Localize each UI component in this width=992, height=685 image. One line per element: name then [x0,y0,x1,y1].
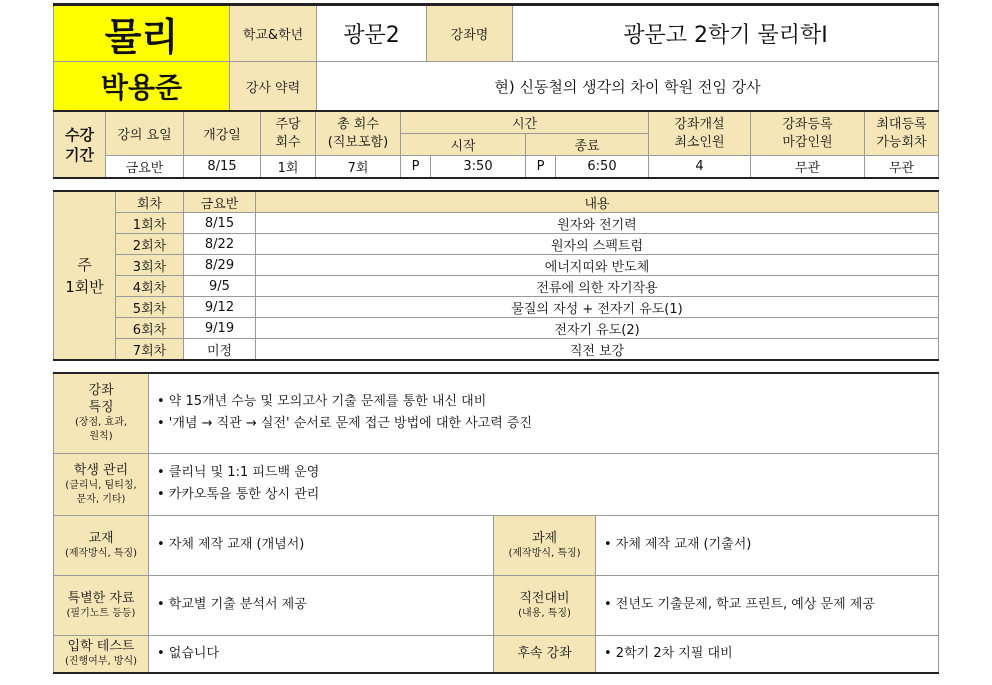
content-cell: 전류에 의한 자기작용 [256,276,939,297]
features-content [149,373,939,453]
max-sessions-header: 최대등록 가능회차 [865,111,939,156]
bio-value: 현) 신동철의 생각의 차이 학원 전임 강사 [317,62,939,112]
textbook-label [54,515,149,575]
reg-close-value: 무관 [751,156,865,179]
followup-title: 후속 강좌 [517,646,572,662]
content-cell: 전자기 유도(2) [256,318,939,339]
materials-content: • 학교별 기출 분석서 제공 [149,575,494,635]
homework-sub: (제작방식, 특징) [508,547,581,559]
management-label [54,453,149,515]
management-sub: (클리닉, 팀티칭, 문자, 기타) [65,479,137,505]
day-header: 강의 요일 [106,111,184,156]
materials-label [54,575,149,635]
table-row [54,234,939,255]
textbook-title: 교재 [88,530,114,546]
school-grade-label: 학교&학년 [230,5,317,62]
textbook-sub: (제작방식, 특징) [64,547,138,559]
end-time: 6:50 [556,156,649,179]
table-row [54,297,939,318]
round-cell: 7회차 [116,339,184,361]
total-header: 총 회수 (직보포함) [316,111,401,156]
features-title-2: 특징 [88,400,114,416]
start-header: 시작 [401,134,526,156]
day-col-header: 금요반 [184,191,256,213]
period-label: 수강 기간 [54,111,106,178]
min-open-value: 4 [649,156,751,179]
max-sessions-value: 무관 [865,156,939,179]
homework-content: • 자체 제작 교재 (기출서) [596,515,939,575]
table-row [54,255,939,276]
management-title: 학생 관리 [73,462,129,478]
round-cell: 1회차 [116,213,184,234]
content-header: 내용 [256,191,939,213]
round-cell: 4회차 [116,276,184,297]
test-title: 입학 테스트 [67,639,135,655]
prep-sub: (내용, 특징) [518,607,571,619]
homework-label [494,515,596,575]
textbook-content: • 자체 제작 교재 (개념서) [149,515,494,575]
bio-label: 강사 약력 [230,62,317,112]
content-cell: 원자의 스펙트럼 [256,234,939,255]
materials-sub: (필기노트 등등) [66,607,136,619]
details-table [53,372,939,674]
table-row [54,276,939,297]
date-cell: 9/12 [184,297,256,318]
school-grade-value: 광문2 [317,5,427,62]
start-date-value: 8/15 [184,156,261,179]
table-row [54,213,939,234]
min-open-header: 강좌개설 최소인원 [649,111,751,156]
test-content: • 없습니다 [149,635,494,673]
list-item: • 카카오톡을 통한 상시 관리 [157,487,320,502]
course-name-label: 강좌명 [427,5,513,62]
prep-title: 직전대비 [519,590,570,606]
features-title-1: 강좌 [88,383,114,399]
list-item: • 약 15개년 수능 및 모의고사 기출 문제를 통한 내신 대비 [157,394,487,410]
date-cell: 9/19 [184,318,256,339]
reg-close-header: 강좌등록 마감인원 [751,111,865,156]
start-date-header: 개강일 [184,111,261,156]
list-item: • 클리닉 및 1:1 피드백 운영 [157,465,320,480]
table-row [54,318,939,339]
start-ampm: P [401,156,431,179]
table-row [54,339,939,361]
content-cell: 에너지띠와 반도체 [256,255,939,276]
test-label [54,635,149,673]
prep-label [494,575,596,635]
end-ampm: P [526,156,556,179]
date-cell: 8/29 [184,255,256,276]
followup-label [494,635,596,673]
content-cell: 원자와 전기력 [256,213,939,234]
weekly-header: 주당 회수 [261,111,316,156]
content-cell: 직전 보강 [256,339,939,361]
features-sub: (장점, 효과, 원칙) [74,417,128,443]
date-cell: 미정 [184,339,256,361]
date-cell: 8/15 [184,213,256,234]
round-cell: 6회차 [116,318,184,339]
course-name-value: 광문고 2학기 물리학Ⅰ [513,5,939,62]
schedule-table [53,110,939,179]
homework-title: 과제 [531,530,558,546]
round-cell: 3회차 [116,255,184,276]
management-content [149,453,939,515]
round-cell: 5회차 [116,297,184,318]
followup-content: • 2학기 2차 지필 대비 [596,635,939,673]
weekly-value: 1회 [261,156,316,179]
features-label [54,373,149,453]
sessions-label: 주 1회반 [54,191,116,360]
test-sub: (진행여부, 방식) [64,656,138,668]
total-value: 7회 [316,156,401,179]
end-header: 종료 [526,134,649,156]
date-cell: 8/22 [184,234,256,255]
teacher-name: 박용준 [54,62,230,112]
subject-title: 물리 [54,5,230,62]
prep-content: • 전년도 기출문제, 학교 프린트, 예상 문제 제공 [596,575,939,635]
content-cell: 물질의 자성 + 전자기 유도(1) [256,297,939,318]
day-value: 금요반 [106,156,184,179]
round-cell: 2회차 [116,234,184,255]
date-cell: 9/5 [184,276,256,297]
header-table [53,3,939,113]
start-time: 3:50 [431,156,526,179]
time-header: 시간 [401,111,649,134]
round-header: 회차 [116,191,184,213]
list-item: • '개념 → 직관 → 실전' 순서로 문제 접근 방법에 대한 사고력 증진 [157,416,533,432]
sessions-table [53,190,939,361]
materials-title: 특별한 자료 [67,590,135,606]
